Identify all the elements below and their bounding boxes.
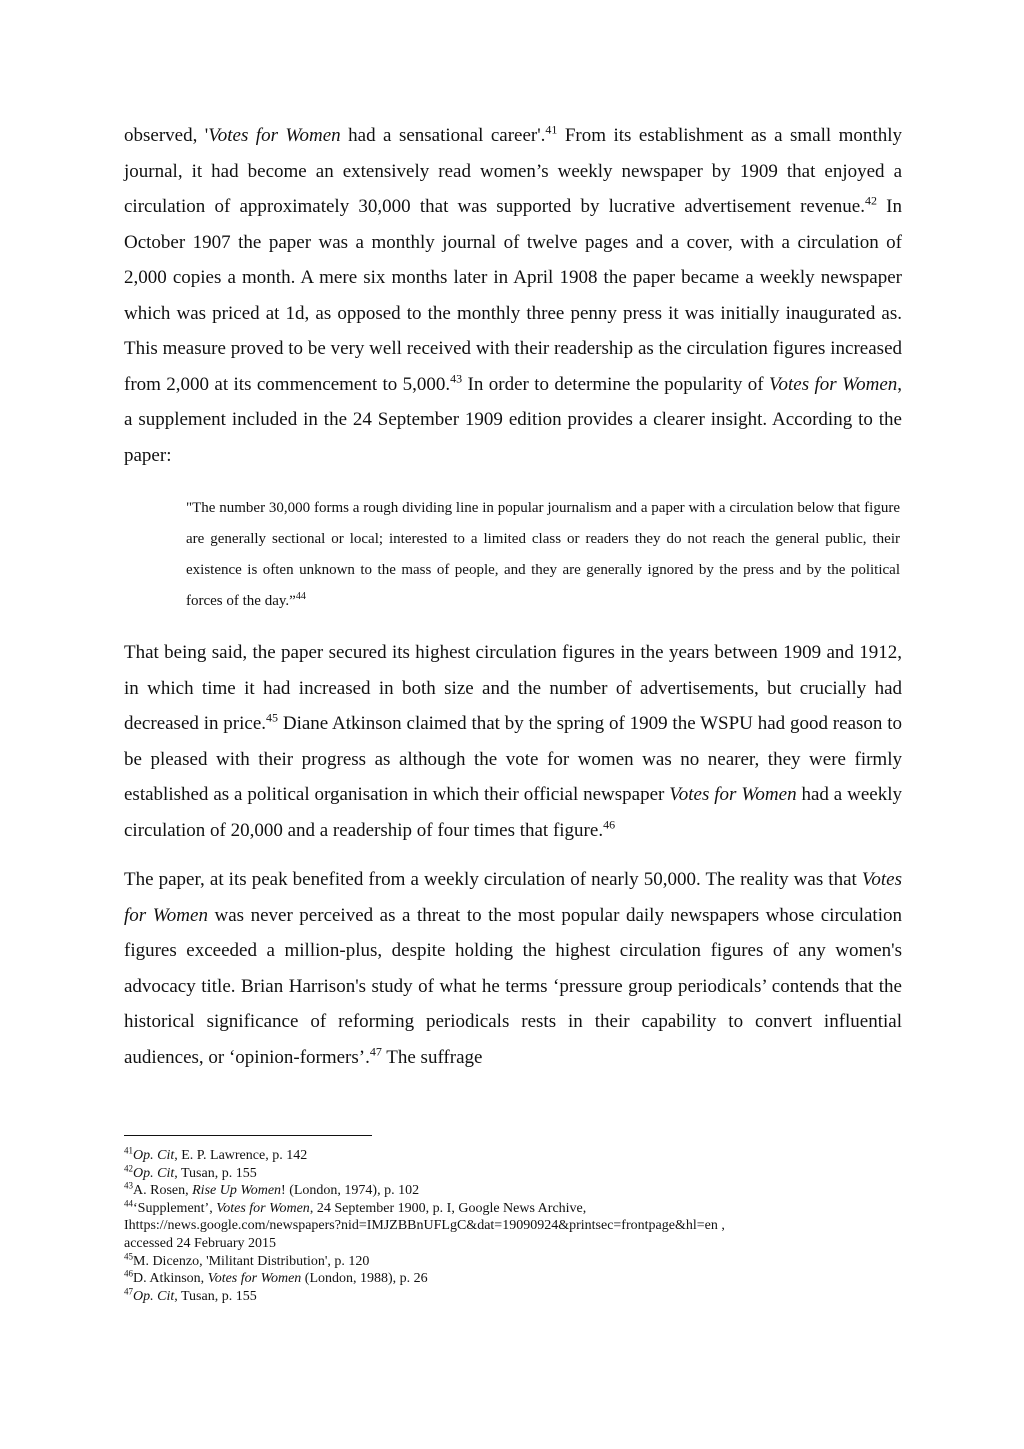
footnote-number: 43 bbox=[124, 1180, 133, 1191]
footnote-ref: 41 bbox=[545, 122, 558, 137]
italic-title: Votes for Women bbox=[124, 869, 902, 926]
text-run: In order to determine the popularity of bbox=[462, 373, 769, 395]
paragraph-1 bbox=[124, 118, 902, 473]
text-run: The paper, at its peak benefited from a weekly circulation of nearly 50,000. The reality was that bbox=[124, 869, 862, 890]
footnote-41 bbox=[124, 1147, 902, 1165]
italic-title: Votes for Women bbox=[208, 125, 341, 146]
footnote-text: ‘Supplement’, bbox=[133, 1200, 217, 1216]
footnote-45 bbox=[124, 1250, 902, 1271]
italic-title: Votes for Women bbox=[768, 373, 898, 395]
footnote-text: (London, 1988), p. 26 bbox=[301, 1271, 428, 1287]
block-quote bbox=[186, 493, 900, 617]
text-run: had a weekly circulation of 20,000 and a readership of four times that figure. bbox=[124, 784, 902, 841]
footnote-text: , E. P. Lawrence, p. 142 bbox=[174, 1148, 308, 1163]
footnote-46 bbox=[124, 1270, 902, 1288]
footnote-ref: 46 bbox=[603, 817, 616, 832]
paragraph-3 bbox=[124, 862, 902, 1075]
footnote-42 bbox=[124, 1162, 902, 1183]
footnotes bbox=[124, 1147, 902, 1305]
footnote-italic: Votes for Women bbox=[216, 1200, 310, 1216]
footnote-link[interactable]: Ihttps://news.google.com/newspapers?nid=IMJZBBnUFLgC&dat=19090924&printsec=frontpage&hl=en , bbox=[124, 1218, 725, 1234]
footnote-number: 44 bbox=[124, 1198, 133, 1209]
footnote-text: , 24 September 1900, p. I, Google News Archive, bbox=[309, 1200, 587, 1216]
text-run: , a supplement included in the 24 September 1909 edition provides a clearer insight. According to the paper: bbox=[124, 373, 903, 466]
footnote-ref: 43 bbox=[450, 371, 463, 386]
footnote-ref: 44 bbox=[295, 591, 306, 602]
paragraph-2 bbox=[124, 635, 902, 848]
footnote-text: D. Atkinson, bbox=[133, 1271, 208, 1287]
footnote-number: 42 bbox=[124, 1162, 133, 1173]
footnote-44-url[interactable] bbox=[124, 1217, 902, 1235]
footnote-44 bbox=[124, 1200, 902, 1218]
text-run: That being said, the paper secured its highest circulation figures in the years between 1909 and 1912, in which time it had increased in both size and the number of advertisements, but crucially had decreased in price. bbox=[124, 642, 902, 734]
footnote-text: , Tusan, p. 155 bbox=[174, 1165, 257, 1181]
footnote-number: 46 bbox=[124, 1268, 133, 1279]
footnote-italic: Op. Cit bbox=[133, 1148, 175, 1163]
page-body bbox=[124, 118, 902, 1075]
footnote-text: A. Rosen, bbox=[133, 1183, 193, 1199]
footnote-47 bbox=[124, 1288, 902, 1306]
text-run: observed, ' bbox=[124, 125, 209, 146]
footnote-text: , Tusan, p. 155 bbox=[174, 1288, 257, 1304]
italic-title: Votes for Women bbox=[669, 784, 797, 805]
footnote-text: ! (London, 1974), p. 102 bbox=[281, 1183, 420, 1199]
footnote-italic: Votes for Women bbox=[207, 1271, 302, 1287]
footnote-number: 45 bbox=[124, 1250, 133, 1261]
footnote-divider bbox=[124, 1135, 372, 1136]
text-run: Diane Atkinson claimed that by the spring of 1909 the WSPU had good reason to be pleased with their progress as although the vote for women was no nearer, they were firmly established as a political organisation in which their official newspaper bbox=[124, 713, 902, 805]
footnote-number: 47 bbox=[124, 1286, 133, 1297]
footnote-ref: 45 bbox=[266, 710, 279, 725]
text-run: was never perceived as a threat to the most popular daily newspapers whose circulation figures exceeded a million-plus, despite holding the highest circulation figures of any women's advocacy title. Brian Harrison's study of what he terms ‘pressure group periodicals’ contends that the historical significance of reforming periodicals rests in their capability to convert influential audiences, or ‘opinion-formers’. bbox=[124, 904, 902, 1068]
footnote-ref: 47 bbox=[369, 1044, 382, 1059]
quote-text: "The number 30,000 forms a rough dividing line in popular journalism and a paper with a circulation below that figure are generally sectional or local; interested to a limited class or readers they do not reach the general public, their existence is often unknown to the mass of people, and they are generally ignored by the press and by the political forces of the day.” bbox=[186, 500, 900, 609]
footnote-text: accessed 24 February 2015 bbox=[124, 1235, 277, 1251]
text-run: From its establishment as a small monthly journal, it had become an extensively read women’s weekly newspaper by 1909 that enjoyed a circulation of approximately 30,000 that was supported by lucrative advertisement revenue. bbox=[124, 125, 902, 217]
footnote-text: M. Dicenzo, 'Militant Distribution', p. 120 bbox=[133, 1253, 370, 1269]
footnote-43 bbox=[124, 1182, 902, 1200]
text-run: In October 1907 the paper was a monthly journal of twelve pages and a cover, with a circulation of 2,000 copies a month. A mere six months later in April 1908 the paper became a weekly newspaper which was priced at 1d, as opposed to the monthly three penny press it was initially inaugurated as. This measure proved to be very well received with their readership as the circulation figures increased from 2,000 at its commencement to 5,000. bbox=[124, 196, 902, 395]
footnote-italic: Rise Up Women bbox=[192, 1183, 282, 1199]
footnote-number: 41 bbox=[124, 1145, 133, 1156]
footnote-44-accessed bbox=[124, 1235, 902, 1253]
footnote-italic: Op. Cit bbox=[133, 1165, 175, 1181]
footnote-italic: Op. Cit bbox=[133, 1288, 175, 1304]
text-run: The suffrage bbox=[381, 1046, 483, 1068]
footnote-ref: 42 bbox=[864, 193, 877, 208]
text-run: had a sensational career'. bbox=[340, 125, 546, 146]
